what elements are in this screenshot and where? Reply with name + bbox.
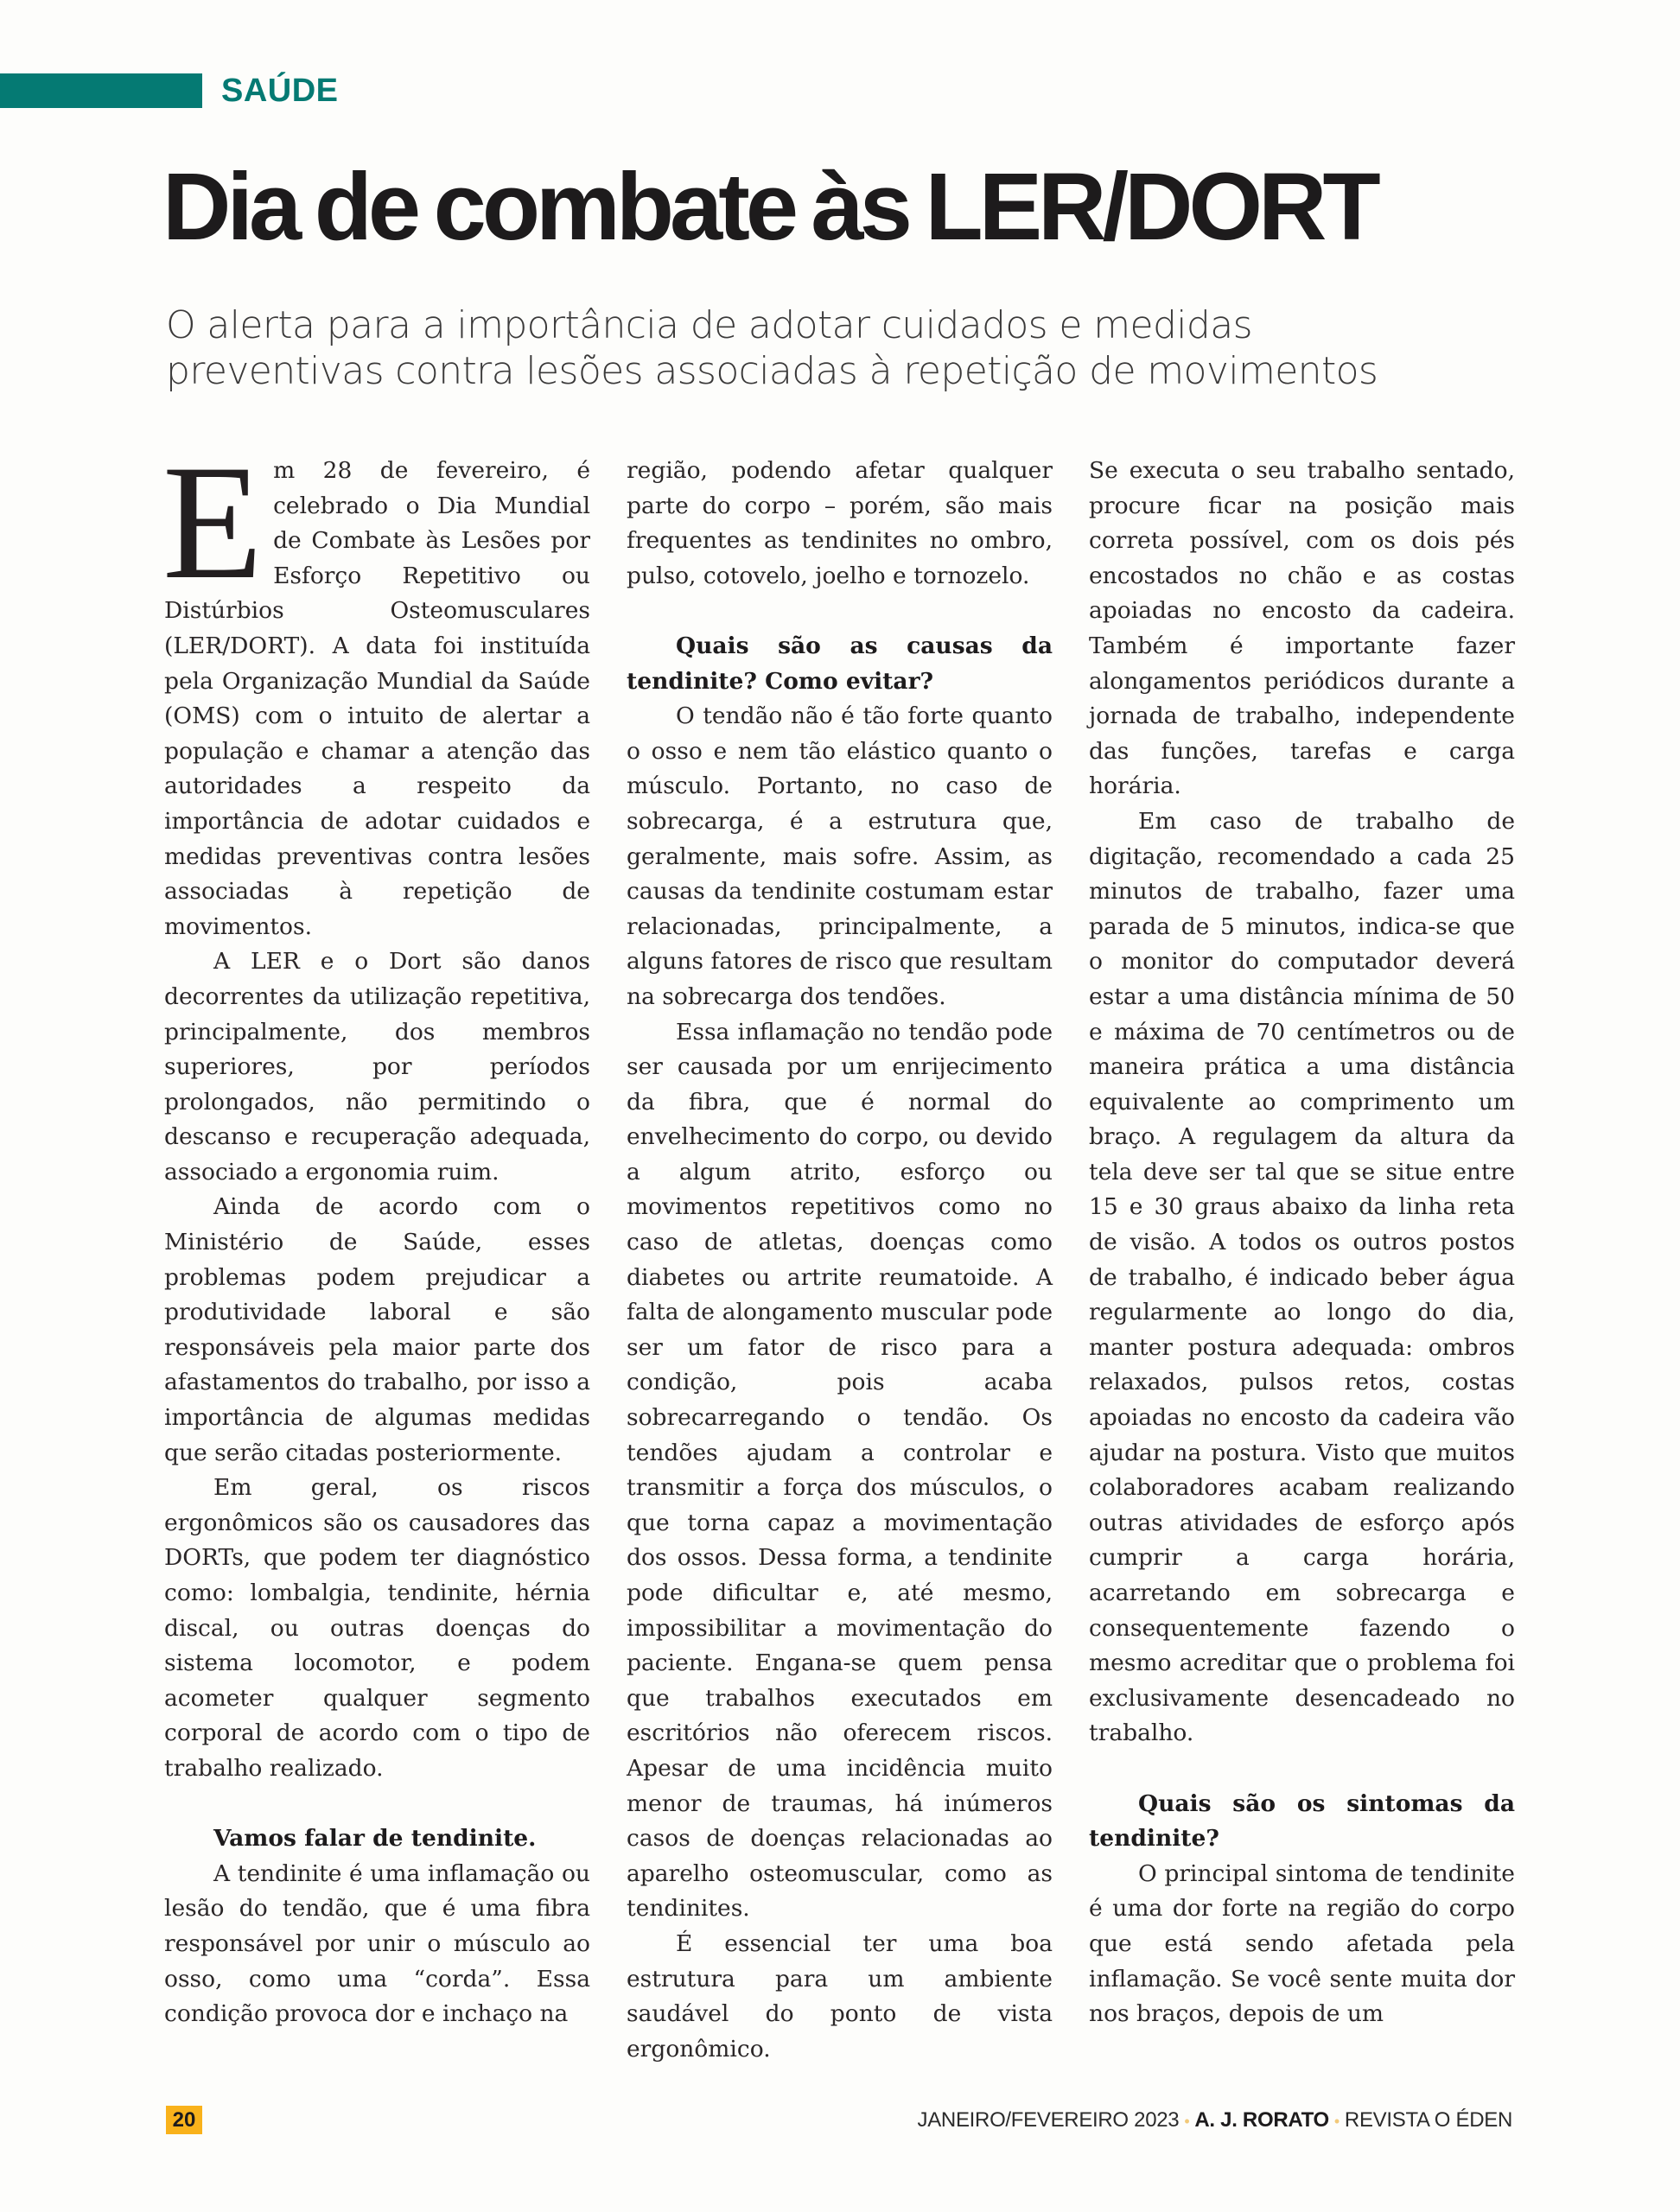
article-title: Dia de combate às LER/DORT — [162, 154, 1377, 260]
author-name: A. J. RORATO — [1194, 2108, 1329, 2132]
subheading-sintomas: Quais são os sintomas da tendinite? — [1089, 1789, 1515, 1853]
section-label: SAÚDE — [221, 73, 339, 109]
section-color-bar — [0, 73, 202, 108]
page-number: 20 — [166, 2106, 202, 2134]
article-body — [162, 432, 1517, 2067]
paragraph: Se executa o seu trabalho sentado, procure ficar na posição mais correta possível, com os dois pés encostados no chão e as costas apoiadas no encosto da cadeira. Também é importante fazer alongamentos periódicos durante a jornada de trabalho, independente das funções, tarefas e carga horária. — [1089, 457, 1515, 800]
paragraph: A LER e o Dort são danos decorrentes da utilização repetitiva, principalmente, dos membros superiores, por períodos prolongados, não permitindo o descanso e recuperação adequada, associado a ergonomia ruim. — [164, 948, 590, 1185]
page-footer — [0, 2106, 1680, 2135]
paragraph: Em geral, os riscos ergonômicos são os causadores das DORTs, que podem ter diagnóstico como: lombalgia, tendinite, hérnia discal, ou outras doenças do sistema locomotor, e podem acometer qualquer segmento corporal de acordo com o tipo de trabalho realizado. — [164, 1474, 590, 1782]
bullet-separator-icon: • — [1333, 2113, 1340, 2130]
subheading-tendinite: Vamos falar de tendinite. — [213, 1825, 537, 1853]
subheading-causas: Quais são as causas da tendinite? Como evitar? — [627, 632, 1053, 695]
paragraph: Em 28 de fevereiro, é celebrado o Dia Mundial de Combate às Lesões por Esforço Repetitivo ou Distúrbios Osteomusculares (LER/DORT). A data foi instituída pela Organização Mundial da Saúde (OMS) com o intuito de alertar a população e chamar a atenção das autoridades a respeito da importância de adotar cuidados e medidas preventivas contra lesões associadas à repetição de movimentos. — [162, 432, 590, 940]
subtitle-line-2: preventivas contra lesões associadas à repetição de movimentos — [166, 349, 1378, 393]
paragraph: O tendão não é tão forte quanto o osso e nem tão elástico quanto o músculo. Portanto, no caso de sobrecarga, é a estrutura que, geralmente, mais sofre. Assim, as causas da tendinite costumam estar relacionadas, principalmente, a alguns fatores de risco que resultam na sobrecarga dos tendões. — [627, 702, 1053, 1010]
article-subtitle — [166, 302, 1514, 394]
bullet-separator-icon: • — [1184, 2113, 1190, 2130]
paragraph: Em caso de trabalho de digitação, recomendado a cada 25 minutos de trabalho, fazer uma parada de 5 minutos, indica-se que o monitor do computador deverá estar a uma distância mínima de 50 e máxima de 70 centímetros ou de maneira prática a uma distância equivalente ao comprimento um braço. A regulagem da altura da tela deve ser tal que se situe entre 15 e 30 graus abaixo da linha reta de visão. A todos os outros postos de trabalho, é indicado beber água regularmente ao longo do dia, manter postura adequada: ombros relaxados, pulsos retos, costas apoiadas no encosto da cadeira vão ajudar na postura. Visto que muitos colaboradores acabam realizando outras atividades de esforço após cumprir a carga horária, acarretando em sobrecarga e consequentemente fazendo o mesmo acreditar que o problema foi exclusivamente desencadeado no trabalho. — [1089, 807, 1515, 1747]
column-3 — [1089, 454, 1515, 2067]
column-1 — [162, 432, 590, 2067]
drop-cap: E — [162, 432, 264, 613]
paragraph: região, podendo afetar qualquer parte do corpo – porém, são mais frequentes as tendinites no ombro, pulso, cotovelo, joelho e tornozelo. — [627, 457, 1053, 589]
subtitle-line-1: O alerta para a importância de adotar cuidados e medidas — [166, 303, 1252, 347]
column-2 — [627, 454, 1053, 2067]
paragraph: É essencial ter uma boa estrutura para um ambiente saudável do ponto de vista ergonômico. — [627, 1929, 1053, 2063]
footer-credits — [918, 2106, 1512, 2136]
paragraph: Essa inflamação no tendão pode ser causada por um enrijecimento da fibra, que é normal do envelhecimento do corpo, ou devido a algum atrito, esforço ou movimentos repetitivos como no caso de atletas, doenças como diabetes ou artrite reumatoide. A falta de alongamento muscular pode ser um fator de risco para a condição, pois acaba sobrecarregando o tendão. Os tendões ajudam a controlar e transmitir a força dos músculos, o que torna capaz a movimentação dos ossos. Dessa forma, a tendinite pode dificultar e, até mesmo, impossibilitar a movimentação do paciente. Engana-se quem pensa que trabalhos executados em escritórios não oferecem riscos. Apesar de uma incidência muito menor de traumas, há inúmeros casos de doenças relacionadas ao aparelho osteomuscular, como as tendinites. — [627, 1018, 1053, 1923]
paragraph: A tendinite é uma inflamação ou lesão do tendão, que é uma fibra responsável por unir o músculo ao osso, como uma “corda”. Essa condição provoca dor e inchaço na — [164, 1859, 590, 2028]
publication-name: REVISTA O ÉDEN — [1344, 2108, 1512, 2132]
paragraph: O principal sintoma de tendinite é uma dor forte na região do corpo que está sendo afetada pela inflamação. Se você sente muita dor nos braços, depois de um — [1089, 1859, 1515, 2028]
issue-date: JANEIRO/FEVEREIRO 2023 — [917, 2108, 1180, 2132]
paragraph: Ainda de acordo com o Ministério de Saúde, esses problemas podem prejudicar a produtividade laboral e são responsáveis pela maior parte dos afastamentos do trabalho, por isso a importância de algumas medidas que serão citadas posteriormente. — [164, 1193, 590, 1466]
